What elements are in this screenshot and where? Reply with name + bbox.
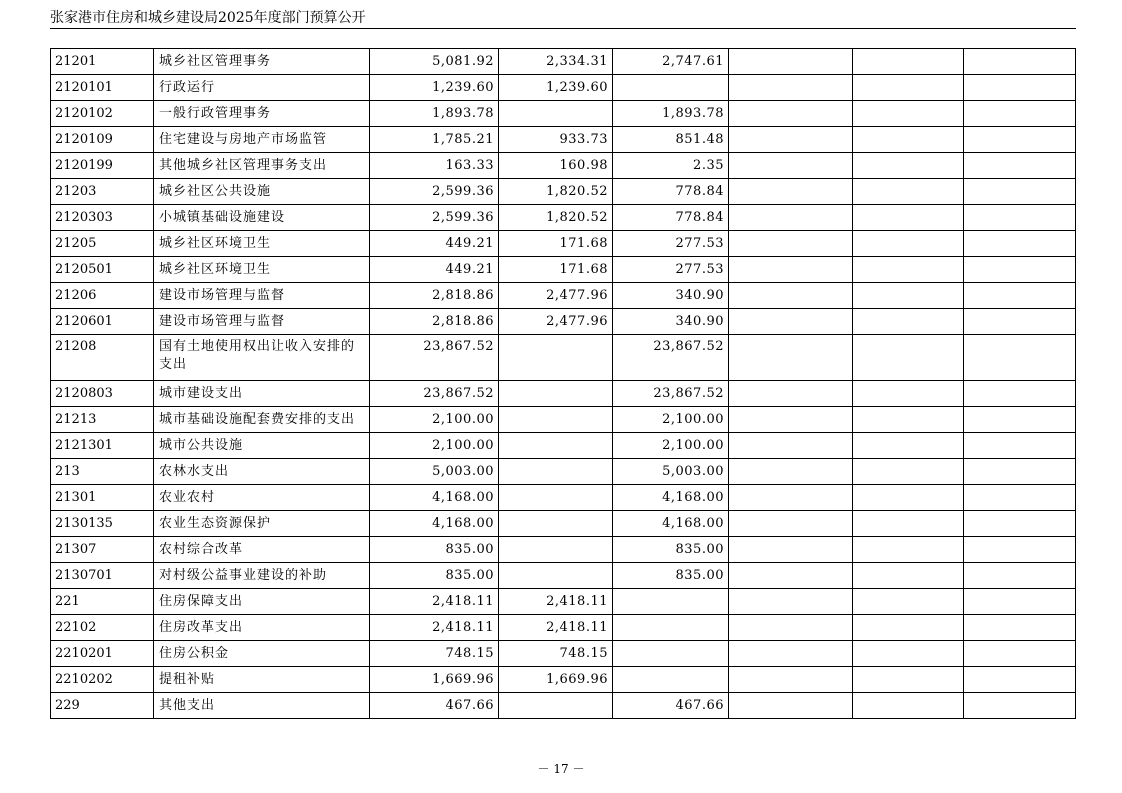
project-expenditure-cell: 2.35 [613, 153, 729, 179]
project-expenditure-cell: 778.84 [613, 205, 729, 231]
total-amount-cell: 2,818.86 [370, 283, 499, 309]
blank-cell-5 [853, 537, 964, 563]
total-amount-cell: 1,239.60 [370, 75, 499, 101]
table-row [51, 511, 1076, 537]
project-expenditure-cell: 4,168.00 [613, 511, 729, 537]
subject-code-cell: 2210201 [51, 641, 154, 667]
project-expenditure-cell: 835.00 [613, 563, 729, 589]
basic-expenditure-cell: 171.68 [499, 231, 613, 257]
basic-expenditure-cell: 1,669.96 [499, 667, 613, 693]
subject-name-cell: 城乡社区环境卫生 [154, 231, 370, 257]
total-amount-cell: 748.15 [370, 641, 499, 667]
blank-cell-4 [729, 667, 853, 693]
project-expenditure-cell: 340.90 [613, 309, 729, 335]
blank-cell-6 [964, 381, 1076, 407]
blank-cell-4 [729, 407, 853, 433]
table-row [51, 407, 1076, 433]
total-amount-cell: 1,785.21 [370, 127, 499, 153]
subject-code-cell: 2120101 [51, 75, 154, 101]
blank-cell-4 [729, 283, 853, 309]
blank-cell-6 [964, 459, 1076, 485]
blank-cell-6 [964, 153, 1076, 179]
subject-name-cell: 城乡社区环境卫生 [154, 257, 370, 283]
blank-cell-4 [729, 257, 853, 283]
subject-name-cell: 农业农村 [154, 485, 370, 511]
blank-cell-4 [729, 641, 853, 667]
blank-cell-6 [964, 283, 1076, 309]
subject-code-cell: 21201 [51, 49, 154, 75]
project-expenditure-cell: 2,100.00 [613, 433, 729, 459]
blank-cell-5 [853, 511, 964, 537]
table-row [51, 589, 1076, 615]
budget-table [50, 48, 1076, 719]
total-amount-cell: 163.33 [370, 153, 499, 179]
blank-cell-4 [729, 381, 853, 407]
subject-code-cell: 21203 [51, 179, 154, 205]
subject-code-cell: 21213 [51, 407, 154, 433]
subject-name-cell: 住房改革支出 [154, 615, 370, 641]
blank-cell-4 [729, 511, 853, 537]
blank-cell-5 [853, 693, 964, 719]
table-row [51, 231, 1076, 257]
project-expenditure-cell: 5,003.00 [613, 459, 729, 485]
blank-cell-4 [729, 459, 853, 485]
subject-name-cell: 对村级公益事业建设的补助 [154, 563, 370, 589]
table-row [51, 49, 1076, 75]
blank-cell-6 [964, 335, 1076, 381]
blank-cell-4 [729, 537, 853, 563]
blank-cell-4 [729, 205, 853, 231]
page-number: － 17 － [537, 762, 585, 776]
subject-name-cell: 农林水支出 [154, 459, 370, 485]
blank-cell-6 [964, 693, 1076, 719]
subject-name-cell: 其他城乡社区管理事务支出 [154, 153, 370, 179]
table-row [51, 615, 1076, 641]
basic-expenditure-cell [499, 563, 613, 589]
subject-code-cell: 21205 [51, 231, 154, 257]
table-row [51, 485, 1076, 511]
blank-cell-5 [853, 433, 964, 459]
blank-cell-4 [729, 693, 853, 719]
blank-cell-4 [729, 75, 853, 101]
subject-code-cell: 22102 [51, 615, 154, 641]
total-amount-cell: 2,818.86 [370, 309, 499, 335]
project-expenditure-cell: 467.66 [613, 693, 729, 719]
blank-cell-5 [853, 49, 964, 75]
blank-cell-5 [853, 667, 964, 693]
project-expenditure-cell: 1,893.78 [613, 101, 729, 127]
subject-code-cell: 2121301 [51, 433, 154, 459]
basic-expenditure-cell: 1,820.52 [499, 179, 613, 205]
project-expenditure-cell: 277.53 [613, 257, 729, 283]
subject-name-cell: 农村综合改革 [154, 537, 370, 563]
subject-name-cell: 国有土地使用权出让收入安排的支出 [154, 335, 370, 381]
subject-code-cell: 2120199 [51, 153, 154, 179]
subject-name-cell: 其他支出 [154, 693, 370, 719]
basic-expenditure-cell: 2,418.11 [499, 615, 613, 641]
document-title: 张家港市住房和城乡建设局2025年度部门预算公开 [50, 10, 366, 26]
total-amount-cell: 2,418.11 [370, 615, 499, 641]
total-amount-cell: 2,418.11 [370, 589, 499, 615]
total-amount-cell: 5,003.00 [370, 459, 499, 485]
blank-cell-6 [964, 615, 1076, 641]
subject-name-cell: 建设市场管理与监督 [154, 283, 370, 309]
basic-expenditure-cell [499, 537, 613, 563]
table-row [51, 153, 1076, 179]
blank-cell-6 [964, 433, 1076, 459]
basic-expenditure-cell [499, 381, 613, 407]
budget-table-body [51, 49, 1076, 719]
subject-name-cell: 行政运行 [154, 75, 370, 101]
total-amount-cell: 1,893.78 [370, 101, 499, 127]
project-expenditure-cell: 23,867.52 [613, 381, 729, 407]
subject-code-cell: 2130701 [51, 563, 154, 589]
subject-code-cell: 221 [51, 589, 154, 615]
blank-cell-5 [853, 283, 964, 309]
basic-expenditure-cell [499, 433, 613, 459]
blank-cell-5 [853, 615, 964, 641]
subject-name-cell: 城市公共设施 [154, 433, 370, 459]
table-row [51, 693, 1076, 719]
project-expenditure-cell: 4,168.00 [613, 485, 729, 511]
blank-cell-4 [729, 179, 853, 205]
total-amount-cell: 5,081.92 [370, 49, 499, 75]
basic-expenditure-cell [499, 693, 613, 719]
subject-code-cell: 21206 [51, 283, 154, 309]
page-header [50, 8, 1076, 29]
table-row [51, 641, 1076, 667]
table-row [51, 433, 1076, 459]
basic-expenditure-cell [499, 407, 613, 433]
project-expenditure-cell [613, 641, 729, 667]
total-amount-cell: 2,599.36 [370, 179, 499, 205]
total-amount-cell: 2,100.00 [370, 433, 499, 459]
blank-cell-4 [729, 589, 853, 615]
blank-cell-5 [853, 309, 964, 335]
total-amount-cell: 467.66 [370, 693, 499, 719]
project-expenditure-cell: 2,100.00 [613, 407, 729, 433]
subject-name-cell: 住房保障支出 [154, 589, 370, 615]
table-row [51, 563, 1076, 589]
basic-expenditure-cell: 1,239.60 [499, 75, 613, 101]
basic-expenditure-cell [499, 335, 613, 381]
blank-cell-4 [729, 49, 853, 75]
subject-code-cell: 2120102 [51, 101, 154, 127]
subject-code-cell: 229 [51, 693, 154, 719]
subject-name-cell: 建设市场管理与监督 [154, 309, 370, 335]
subject-code-cell: 2210202 [51, 667, 154, 693]
blank-cell-4 [729, 101, 853, 127]
blank-cell-5 [853, 179, 964, 205]
subject-name-cell: 城市基础设施配套费安排的支出 [154, 407, 370, 433]
subject-code-cell: 2120303 [51, 205, 154, 231]
project-expenditure-cell [613, 75, 729, 101]
blank-cell-6 [964, 49, 1076, 75]
project-expenditure-cell: 778.84 [613, 179, 729, 205]
basic-expenditure-cell: 2,477.96 [499, 283, 613, 309]
blank-cell-5 [853, 257, 964, 283]
total-amount-cell: 835.00 [370, 563, 499, 589]
basic-expenditure-cell [499, 101, 613, 127]
blank-cell-4 [729, 335, 853, 381]
subject-name-cell: 城乡社区公共设施 [154, 179, 370, 205]
subject-name-cell: 提租补贴 [154, 667, 370, 693]
project-expenditure-cell [613, 667, 729, 693]
basic-expenditure-cell: 2,334.31 [499, 49, 613, 75]
blank-cell-4 [729, 563, 853, 589]
blank-cell-6 [964, 127, 1076, 153]
blank-cell-6 [964, 205, 1076, 231]
basic-expenditure-cell [499, 485, 613, 511]
blank-cell-4 [729, 433, 853, 459]
table-row [51, 179, 1076, 205]
blank-cell-5 [853, 459, 964, 485]
blank-cell-6 [964, 101, 1076, 127]
blank-cell-6 [964, 485, 1076, 511]
blank-cell-5 [853, 205, 964, 231]
blank-cell-5 [853, 381, 964, 407]
blank-cell-4 [729, 231, 853, 257]
blank-cell-6 [964, 231, 1076, 257]
blank-cell-5 [853, 641, 964, 667]
blank-cell-6 [964, 537, 1076, 563]
total-amount-cell: 835.00 [370, 537, 499, 563]
table-row [51, 309, 1076, 335]
blank-cell-6 [964, 641, 1076, 667]
blank-cell-4 [729, 127, 853, 153]
table-row [51, 101, 1076, 127]
basic-expenditure-cell: 160.98 [499, 153, 613, 179]
total-amount-cell: 2,100.00 [370, 407, 499, 433]
table-row [51, 205, 1076, 231]
basic-expenditure-cell [499, 459, 613, 485]
total-amount-cell: 449.21 [370, 257, 499, 283]
blank-cell-4 [729, 153, 853, 179]
subject-code-cell: 2120501 [51, 257, 154, 283]
total-amount-cell: 23,867.52 [370, 335, 499, 381]
blank-cell-6 [964, 667, 1076, 693]
subject-name-cell: 住宅建设与房地产市场监管 [154, 127, 370, 153]
total-amount-cell: 4,168.00 [370, 511, 499, 537]
subject-code-cell: 2120109 [51, 127, 154, 153]
project-expenditure-cell: 23,867.52 [613, 335, 729, 381]
subject-name-cell: 城市建设支出 [154, 381, 370, 407]
table-row [51, 537, 1076, 563]
subject-code-cell: 21301 [51, 485, 154, 511]
subject-code-cell: 2130135 [51, 511, 154, 537]
basic-expenditure-cell: 933.73 [499, 127, 613, 153]
blank-cell-4 [729, 615, 853, 641]
blank-cell-6 [964, 75, 1076, 101]
blank-cell-6 [964, 511, 1076, 537]
basic-expenditure-cell: 2,477.96 [499, 309, 613, 335]
total-amount-cell: 449.21 [370, 231, 499, 257]
blank-cell-5 [853, 485, 964, 511]
table-row [51, 459, 1076, 485]
project-expenditure-cell: 851.48 [613, 127, 729, 153]
blank-cell-6 [964, 179, 1076, 205]
blank-cell-6 [964, 407, 1076, 433]
table-row [51, 283, 1076, 309]
blank-cell-6 [964, 589, 1076, 615]
subject-name-cell: 小城镇基础设施建设 [154, 205, 370, 231]
blank-cell-5 [853, 335, 964, 381]
basic-expenditure-cell: 171.68 [499, 257, 613, 283]
blank-cell-5 [853, 589, 964, 615]
project-expenditure-cell: 277.53 [613, 231, 729, 257]
project-expenditure-cell: 340.90 [613, 283, 729, 309]
subject-name-cell: 农业生态资源保护 [154, 511, 370, 537]
subject-code-cell: 21307 [51, 537, 154, 563]
basic-expenditure-cell: 748.15 [499, 641, 613, 667]
subject-code-cell: 213 [51, 459, 154, 485]
table-row [51, 667, 1076, 693]
blank-cell-5 [853, 153, 964, 179]
table-row [51, 75, 1076, 101]
basic-expenditure-cell: 1,820.52 [499, 205, 613, 231]
blank-cell-4 [729, 309, 853, 335]
basic-expenditure-cell [499, 511, 613, 537]
subject-code-cell: 2120601 [51, 309, 154, 335]
basic-expenditure-cell: 2,418.11 [499, 589, 613, 615]
project-expenditure-cell [613, 589, 729, 615]
project-expenditure-cell: 835.00 [613, 537, 729, 563]
table-row [51, 381, 1076, 407]
blank-cell-5 [853, 231, 964, 257]
project-expenditure-cell: 2,747.61 [613, 49, 729, 75]
project-expenditure-cell [613, 615, 729, 641]
blank-cell-6 [964, 563, 1076, 589]
table-row [51, 335, 1076, 381]
table-row [51, 257, 1076, 283]
total-amount-cell: 2,599.36 [370, 205, 499, 231]
blank-cell-5 [853, 563, 964, 589]
subject-name-cell: 城乡社区管理事务 [154, 49, 370, 75]
blank-cell-5 [853, 407, 964, 433]
subject-name-cell: 住房公积金 [154, 641, 370, 667]
total-amount-cell: 23,867.52 [370, 381, 499, 407]
blank-cell-5 [853, 101, 964, 127]
subject-code-cell: 21208 [51, 335, 154, 381]
blank-cell-5 [853, 127, 964, 153]
blank-cell-5 [853, 75, 964, 101]
total-amount-cell: 1,669.96 [370, 667, 499, 693]
subject-name-cell: 一般行政管理事务 [154, 101, 370, 127]
blank-cell-4 [729, 485, 853, 511]
blank-cell-6 [964, 309, 1076, 335]
blank-cell-6 [964, 257, 1076, 283]
table-row [51, 127, 1076, 153]
total-amount-cell: 4,168.00 [370, 485, 499, 511]
subject-code-cell: 2120803 [51, 381, 154, 407]
